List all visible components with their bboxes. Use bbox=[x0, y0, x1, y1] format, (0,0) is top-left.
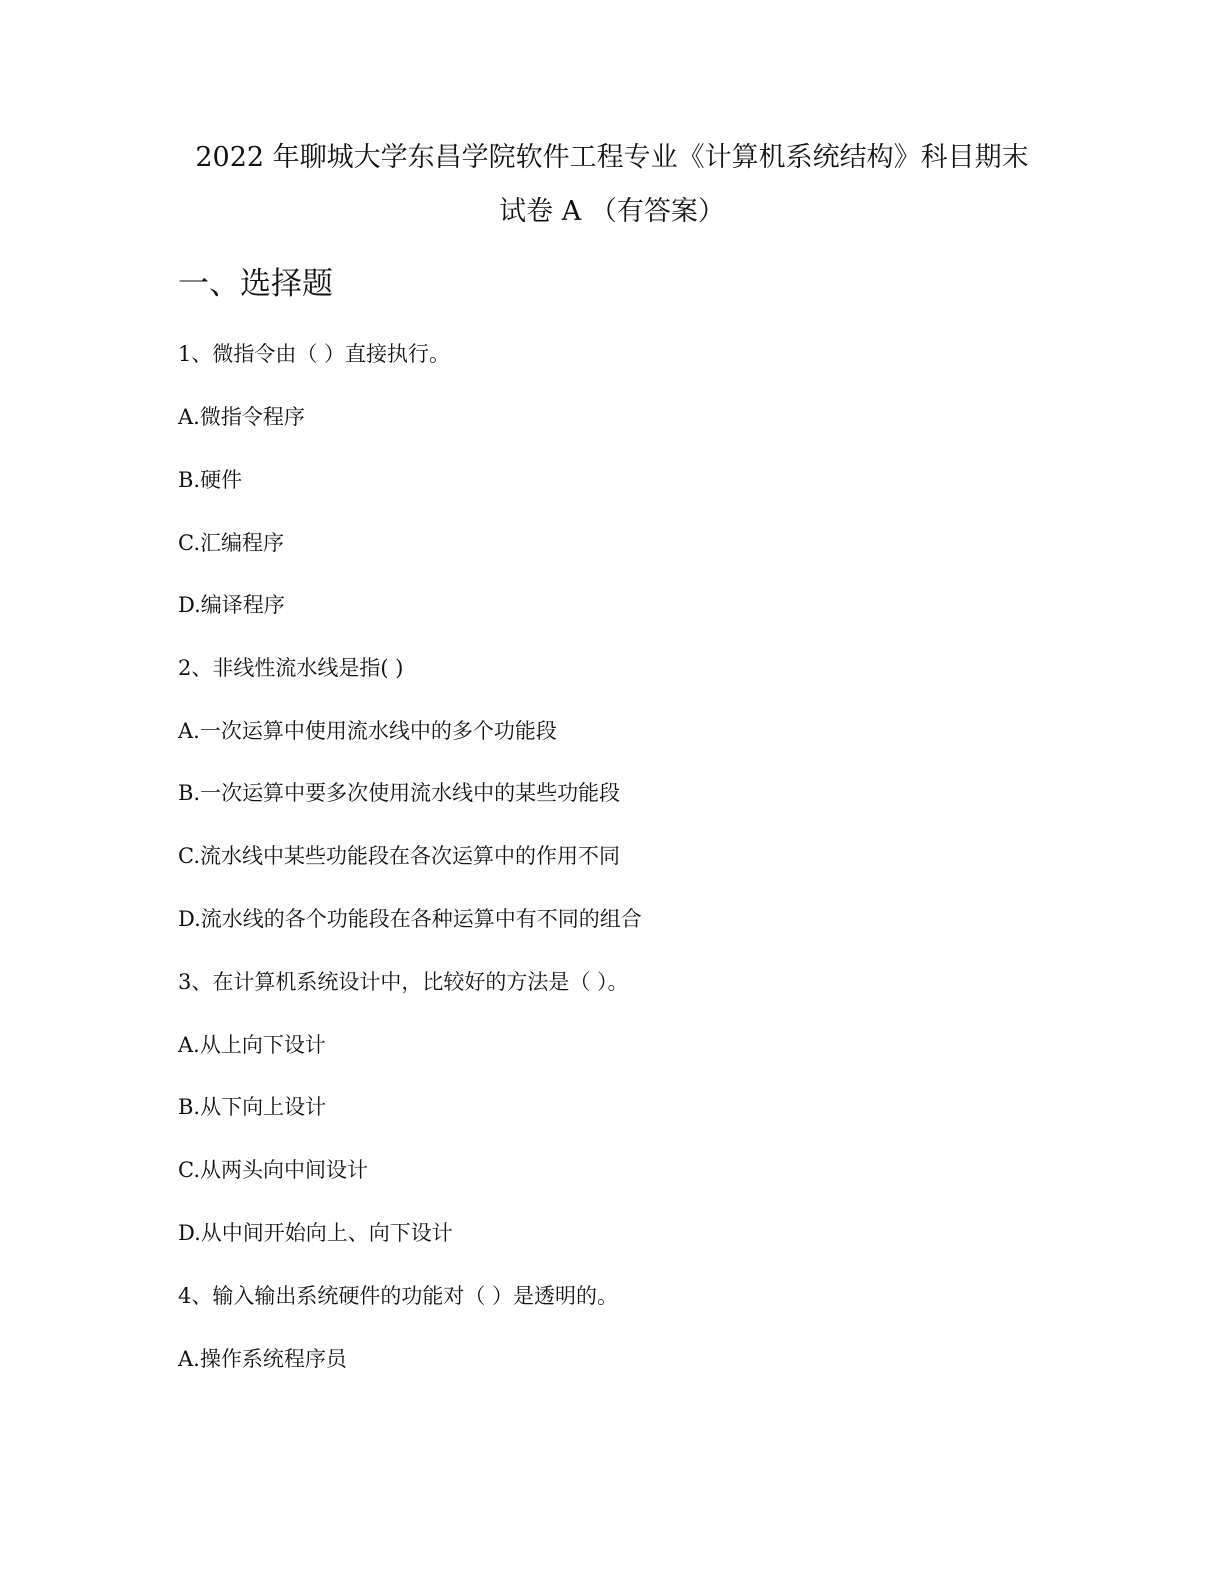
question-3-option-a: A.从上向下设计 bbox=[178, 1033, 326, 1057]
question-3-option-c: C.从两头向中间设计 bbox=[178, 1158, 368, 1182]
question-1-option-b: B.硬件 bbox=[178, 468, 243, 492]
exam-title-line-1: 2022 年聊城大学东昌学院软件工程专业《计算机系统结构》科目期末 bbox=[195, 142, 1029, 173]
question-2-option-d: D.流水线的各个功能段在各种运算中有不同的组合 bbox=[178, 907, 642, 931]
question-3-stem: 3、在计算机系统设计中，比较好的方法是（ ）。 bbox=[178, 970, 629, 994]
exam-title-line-2: 试卷 A （有答案） bbox=[499, 196, 725, 227]
question-2-option-b: B.一次运算中要多次使用流水线中的某些功能段 bbox=[178, 781, 621, 805]
question-4-stem: 4、输入输出系统硬件的功能对（ ）是透明的。 bbox=[178, 1284, 619, 1308]
question-3-option-b: B.从下向上设计 bbox=[178, 1095, 327, 1119]
section-heading: 一、选择题 bbox=[178, 266, 333, 302]
question-4-option-a: A.操作系统程序员 bbox=[178, 1347, 347, 1371]
question-3-option-d: D.从中间开始向上、向下设计 bbox=[178, 1221, 453, 1245]
question-2-stem: 2、非线性流水线是指( ) bbox=[178, 656, 404, 680]
question-1-stem: 1、微指令由（ ）直接执行。 bbox=[178, 342, 451, 366]
question-1-option-c: C.汇编程序 bbox=[178, 531, 284, 555]
question-2-option-c: C.流水线中某些功能段在各次运算中的作用不同 bbox=[178, 844, 620, 868]
question-2-option-a: A.一次运算中使用流水线中的多个功能段 bbox=[178, 719, 557, 743]
question-1-option-d: D.编译程序 bbox=[178, 593, 285, 617]
question-1-option-a: A.微指令程序 bbox=[178, 405, 305, 429]
